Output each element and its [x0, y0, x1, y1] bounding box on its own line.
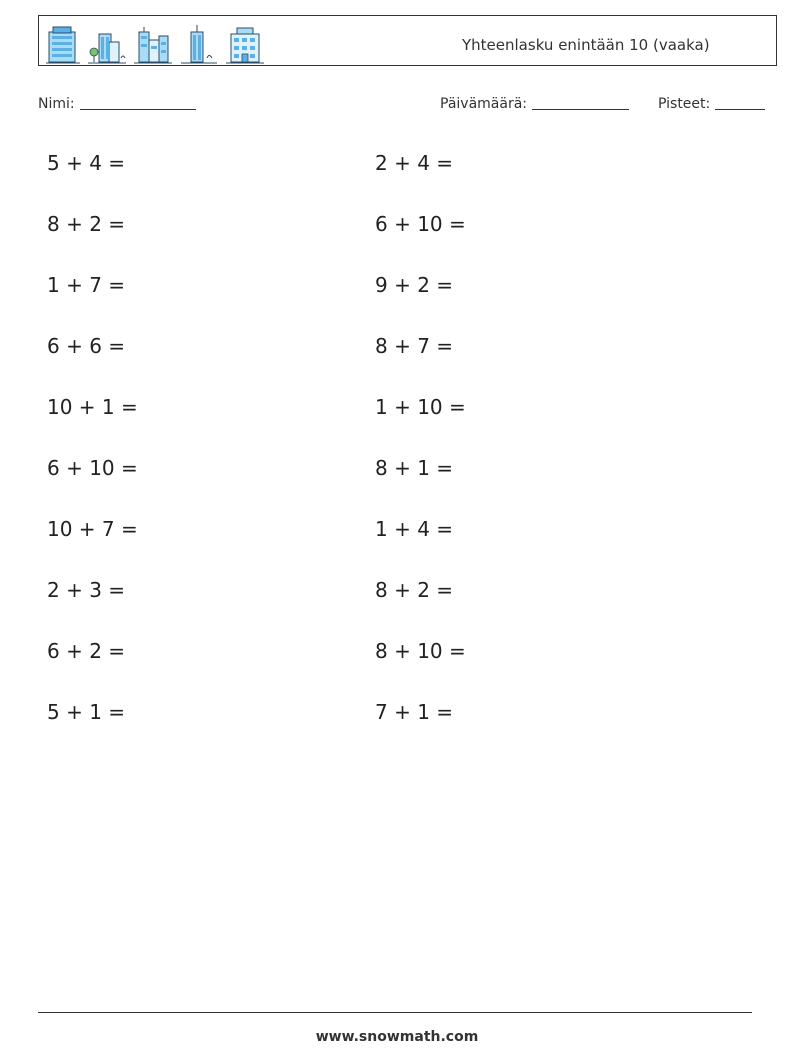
score-blank[interactable] [715, 95, 765, 110]
problem-left-3: 1 + 7 = [47, 273, 126, 297]
date-blank[interactable] [532, 95, 629, 110]
worksheet-title: Yhteenlasku enintään 10 (vaaka) [462, 36, 710, 54]
header-icons [45, 22, 265, 64]
problem-left-9: 6 + 2 = [47, 639, 126, 663]
problem-right-9: 8 + 10 = [375, 639, 466, 663]
score-label: Pisteet: [658, 96, 711, 112]
problem-left-4: 6 + 6 = [47, 334, 126, 358]
city-buildings-icon [133, 24, 173, 64]
building-with-tree-icon [87, 24, 127, 64]
problem-right-5: 1 + 10 = [375, 395, 466, 419]
problem-left-10: 5 + 1 = [47, 700, 126, 724]
problem-left-5: 10 + 1 = [47, 395, 138, 419]
skyscraper-icon [179, 24, 219, 64]
footer-divider [38, 1012, 752, 1013]
footer-url[interactable]: www.snowmath.com [315, 1029, 479, 1045]
problem-right-4: 8 + 7 = [375, 334, 454, 358]
problem-left-7: 10 + 7 = [47, 517, 138, 541]
problem-left-8: 2 + 3 = [47, 578, 126, 602]
problem-right-2: 6 + 10 = [375, 212, 466, 236]
problem-right-1: 2 + 4 = [375, 151, 454, 175]
name-label: Nimi: [38, 96, 75, 112]
worksheet-header [38, 15, 777, 66]
apartment-block-icon [225, 24, 265, 64]
office-building-icon [45, 24, 81, 64]
problem-right-7: 1 + 4 = [375, 517, 454, 541]
problem-right-6: 8 + 1 = [375, 456, 454, 480]
date-label: Päivämäärä: [440, 96, 527, 112]
problem-right-10: 7 + 1 = [375, 700, 454, 724]
name-field [38, 95, 196, 112]
problem-left-2: 8 + 2 = [47, 212, 126, 236]
problem-right-3: 9 + 2 = [375, 273, 454, 297]
problem-left-6: 6 + 10 = [47, 456, 138, 480]
name-blank[interactable] [80, 95, 196, 110]
date-field [440, 95, 629, 112]
score-field [658, 95, 765, 112]
problem-left-1: 5 + 4 = [47, 151, 126, 175]
problem-right-8: 8 + 2 = [375, 578, 454, 602]
